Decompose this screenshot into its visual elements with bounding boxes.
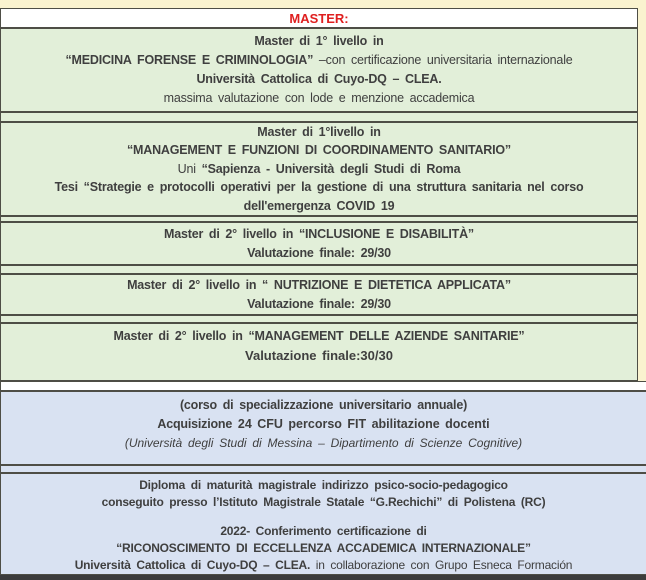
- course-type-line: (corso di specializzazione universitario annuale): [179, 398, 468, 412]
- cfu-prefix: Acquisizione: [157, 417, 233, 431]
- university-line: (Università degli Studi di Messina – Dipartimento di Scienze Cognitive): [124, 436, 523, 450]
- university-line: [168, 160, 471, 179]
- green-spacer-row: [0, 265, 638, 274]
- degree-title-line: “MANAGEMENT E FUNZIONI DI COORDINAMENTO SANITARIO”: [127, 143, 511, 158]
- master-header-row: [0, 8, 638, 28]
- section-management-aziende: [0, 323, 638, 381]
- blue-spacer-row: [0, 465, 646, 473]
- diploma-line: Diploma di maturità magistrale indirizzo psico-socio-pedagogico: [139, 478, 508, 492]
- degree-level-line: Master di 1°livello in: [257, 124, 381, 139]
- institute-line: conseguito presso l’Istituto Magistrale Statale “G.Rechichi” di Polistena (RC): [101, 495, 546, 509]
- evaluation-line: massima valutazione con lode e menzione accademica: [163, 91, 475, 105]
- section-diploma-certificazione: [0, 473, 646, 575]
- evaluation-line: Valutazione finale:30/30: [245, 348, 393, 363]
- degree-title-line: Master di 2° livello in “MANAGEMENT DELLE AZIENDE SANITARIE”: [113, 329, 525, 343]
- collaboration-note: in collaborazione con Grupo Esneca Formación: [315, 558, 573, 572]
- master-header-label: MASTER:: [289, 10, 349, 26]
- certification-year-line: 2022- Conferimento certificazione di: [220, 524, 427, 538]
- thesis-line: Tesi “Strategie e protocolli operativi per la gestione di una struttura sanitaria nel corso dell'emergenza COVID 19: [54, 180, 584, 213]
- degree-title-line: Master di 2° livello in “ NUTRIZIONE E DIETETICA APPLICATA”: [127, 277, 511, 292]
- evaluation-line: Valutazione finale: 29/30: [247, 245, 391, 260]
- certification-title-line: “RICONOSCIMENTO DI ECCELLENZA ACCADEMICA INTERNAZIONALE”: [116, 541, 531, 555]
- section-24cfu: [0, 391, 646, 465]
- degree-title-line: Master di 2° livello in “INCLUSIONE E DISABILITÀ”: [164, 226, 474, 241]
- degree-title-line: [55, 51, 582, 70]
- section-nutrizione-dietetica: [0, 274, 638, 315]
- university-name: “Sapienza - Università degli Studi di Roma: [201, 161, 461, 176]
- university-name: Università Cattolica di Cuyo-DQ – CLEA.: [74, 558, 311, 572]
- section-medicina-forense: [0, 28, 638, 112]
- university-line: Università Cattolica di Cuyo-DQ – CLEA.: [196, 72, 442, 86]
- cfu-line: [147, 415, 499, 434]
- evaluation-line: Valutazione finale: 29/30: [247, 296, 391, 311]
- university-prefix: Uni: [177, 161, 196, 176]
- degree-note: –con certificazione universitaria internazionale: [318, 53, 573, 67]
- bottom-border-bar: [0, 575, 646, 580]
- green-spacer-row: [0, 112, 638, 122]
- cfu-detail: 24 CFU percorso FIT abilitazione docenti: [237, 417, 490, 431]
- degree-title: “MEDICINA FORENSE E CRIMINOLOGIA”: [65, 53, 314, 67]
- section-inclusione-disabilita: [0, 222, 638, 265]
- green-spacer-row: [0, 315, 638, 323]
- white-spacer-row: [0, 381, 646, 391]
- section-management-coordinamento: [0, 122, 638, 216]
- degree-level-line: Master di 1° livello in: [254, 34, 384, 48]
- collaboration-line: [65, 557, 583, 574]
